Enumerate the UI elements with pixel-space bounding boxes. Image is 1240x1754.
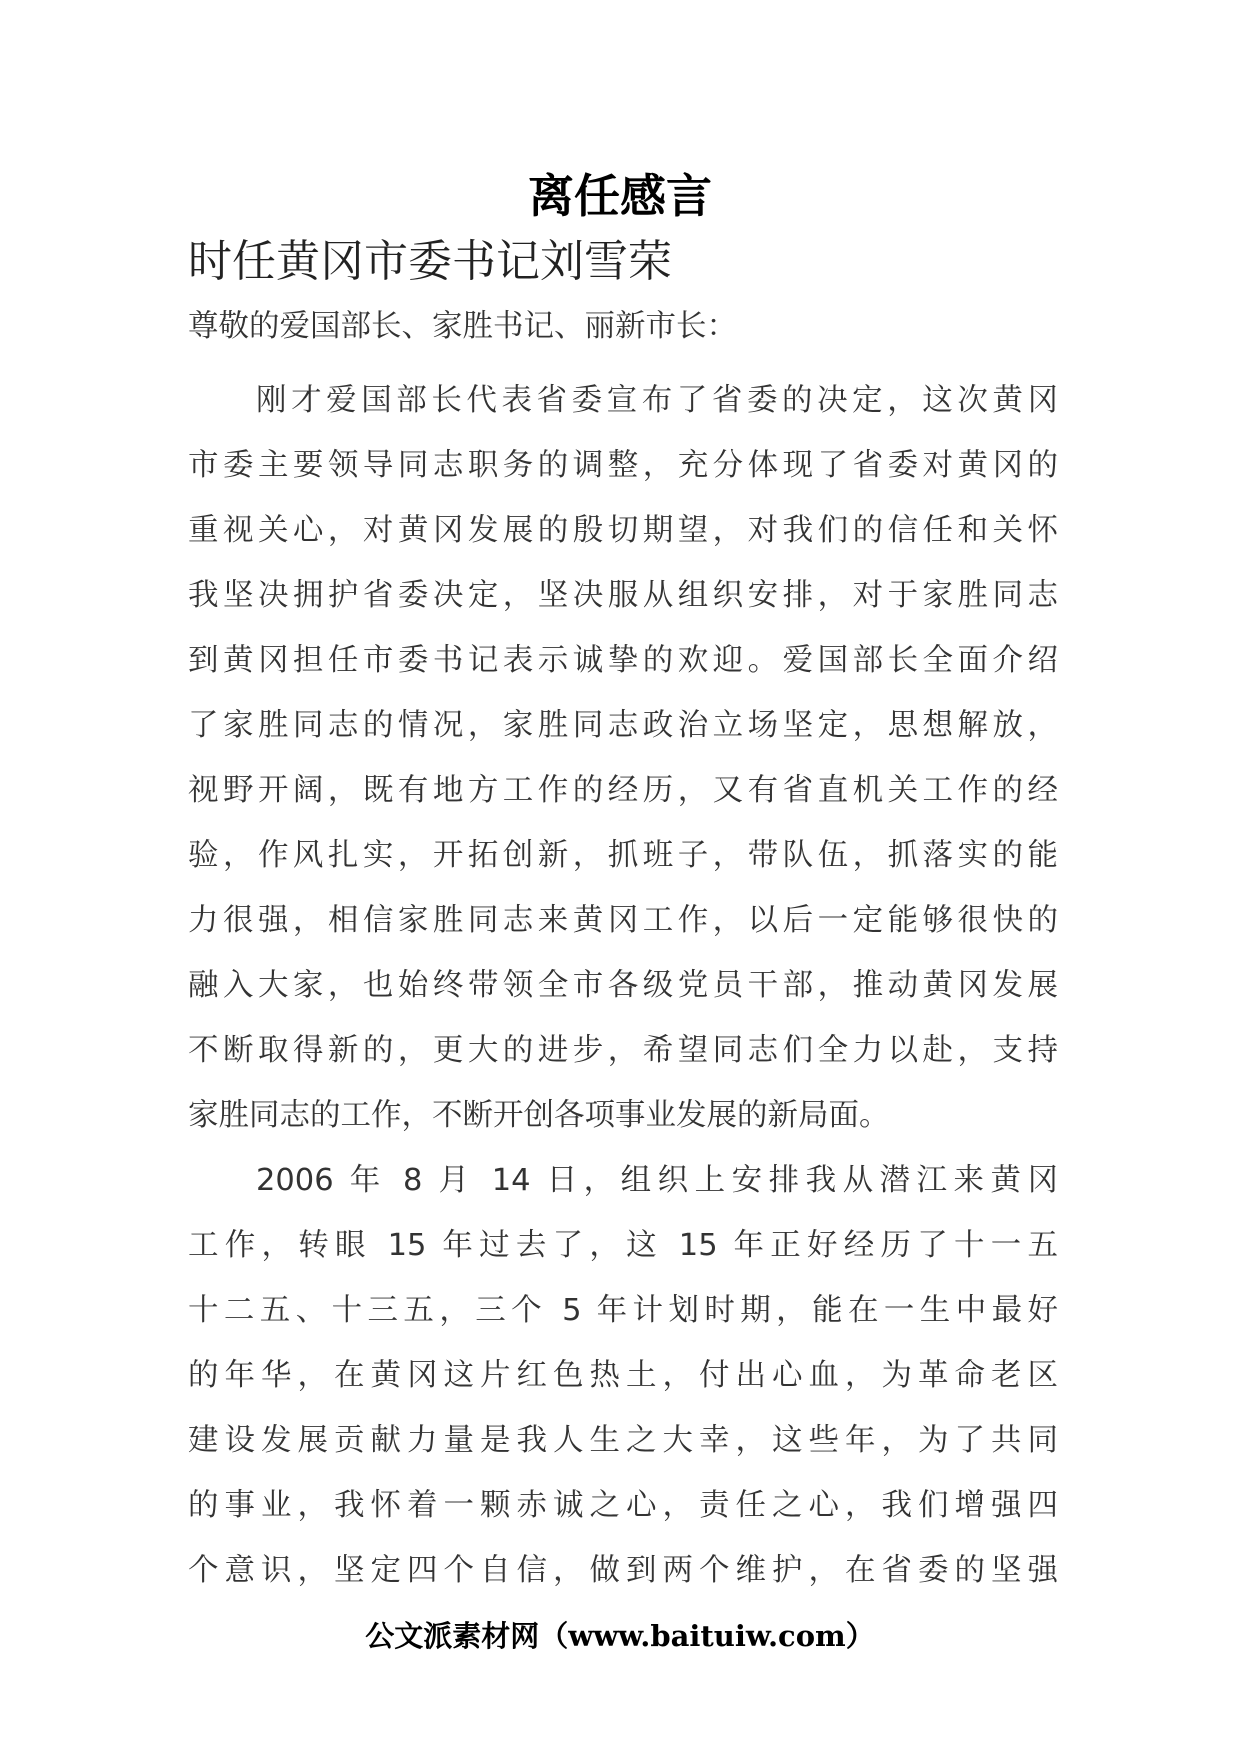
body-line: 家胜同志的工作，不断开创各项事业发展的新局面。 <box>188 1098 890 1133</box>
document-body <box>188 368 1058 1603</box>
body-line: 融入大家，也始终带领全市各级党员干部，推动黄冈发展 <box>188 968 1058 1003</box>
body-line: 重视关心，对黄冈发展的殷切期望，对我们的信任和关怀 <box>188 513 1058 548</box>
body-line: 的事业，我怀着一颗赤诚之心，责任之心，我们增强四 <box>188 1488 1058 1523</box>
body-line: 验，作风扎实，开拓创新，抓班子，带队伍，抓落实的能 <box>188 838 1058 873</box>
body-line: 的年华，在黄冈这片红色热土，付出心血，为革命老区 <box>188 1358 1058 1393</box>
body-line: 十二五、十三五，三个 5 年计划时期，能在一生中最好 <box>188 1293 1058 1328</box>
body-line: 市委主要领导同志职务的调整，充分体现了省委对黄冈的 <box>188 448 1058 483</box>
body-line: 我坚决拥护省委决定，坚决服从组织安排，对于家胜同志 <box>188 578 1058 613</box>
body-line: 建设发展贡献力量是我人生之大幸，这些年，为了共同 <box>188 1423 1058 1458</box>
body-line: 2006 年 8 月 14 日，组织上安排我从潜江来黄冈 <box>256 1163 1058 1198</box>
body-line: 不断取得新的，更大的进步，希望同志们全力以赴，支持 <box>188 1033 1058 1068</box>
body-line: 力很强，相信家胜同志来黄冈工作，以后一定能够很快的 <box>188 903 1058 938</box>
body-line: 到黄冈担任市委书记表示诚挚的欢迎。爱国部长全面介绍 <box>188 643 1058 678</box>
body-line: 了家胜同志的情况，家胜同志政治立场坚定，思想解放， <box>188 708 1058 743</box>
salutation: 尊敬的爱国部长、家胜书记、丽新市长： <box>188 309 737 344</box>
footer-watermark: 公文派素材网（www.baituiw.com） <box>365 1619 875 1653</box>
body-line: 工作，转眼 15 年过去了，这 15 年正好经历了十一五 <box>188 1228 1058 1263</box>
body-line: 个意识，坚定四个自信，做到两个维护，在省委的坚强 <box>188 1553 1058 1588</box>
document-title: 离任感言 <box>528 169 712 223</box>
body-line: 视野开阔，既有地方工作的经历，又有省直机关工作的经 <box>188 773 1058 808</box>
document-subtitle: 时任黄冈市委书记刘雪荣 <box>188 236 672 287</box>
body-line: 刚才爱国部长代表省委宣布了省委的决定，这次黄冈 <box>256 383 1058 418</box>
